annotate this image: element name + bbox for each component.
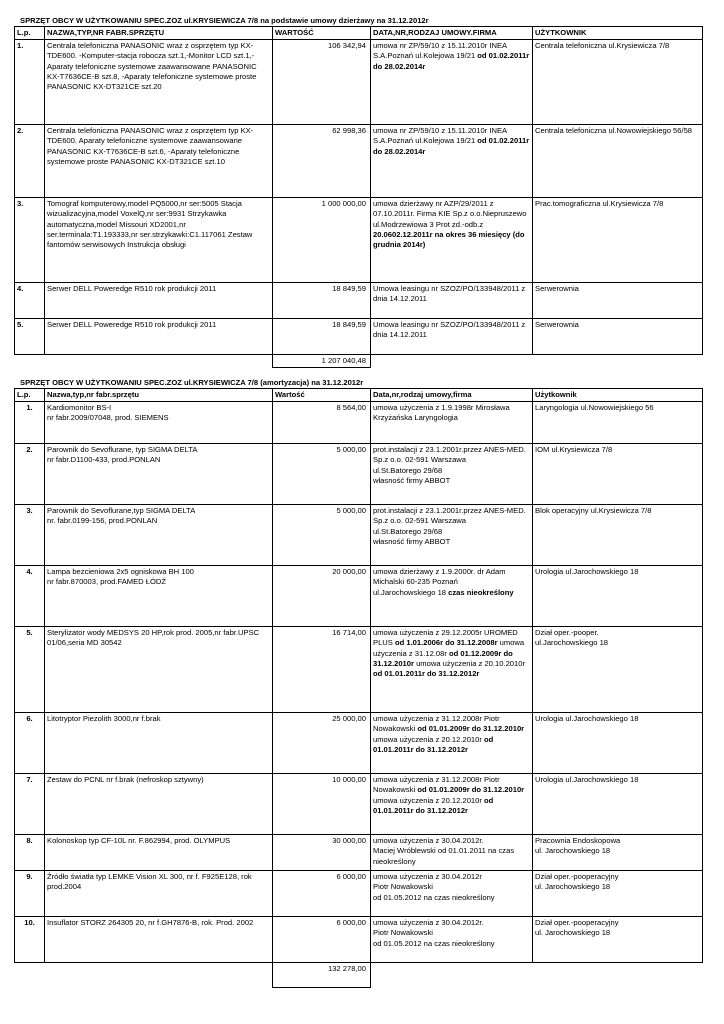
row-name: Parownik do Sevoflurane, typ SIGMA DELTA nr fabr.D1100-433, prod.PONLAN (45, 444, 273, 505)
row-user: Serwerownia (533, 283, 703, 319)
row-contract (371, 402, 533, 444)
table-row (15, 871, 703, 917)
section2-body (15, 402, 703, 963)
contract-text: umowa nr ZP/59/10 z 15.11.2010r INEA S.A.Poznań ul.Kolejowa 19/21 (373, 41, 507, 61)
row-lp: 5. (15, 319, 45, 355)
contract-period: od 01.02.2011r do 28.02.2014r (373, 136, 530, 156)
contract-segment: umowa dzierżawy z 1.9.2000r. dr Adam Michalski 60-235 Poznań ul.Jarochowskiego 18 (373, 567, 506, 597)
row-value: 8 564,00 (273, 402, 371, 444)
row-contract (371, 319, 533, 355)
table-row (15, 125, 703, 198)
row-contract (371, 283, 533, 319)
row-user: Pracownia Endoskopowa ul. Jarochowskiego 18 (533, 835, 703, 871)
section1-title: SPRZĘT OBCY W UŻYTKOWANIU SPEC.ZOZ ul.KRYSIEWICZA 7/8 na podstawie umowy dzierżawy na 31.12.2012r (20, 16, 429, 25)
row-user: Dział oper.-pooperacyjny ul. Jarochowskiego 18 (533, 871, 703, 917)
contract-segment: prot.instalacji z 23.1.2001r.przez ANES-MED. Sp.z o.o. 02-591 Warszawa ul.St.Batorego 29/68 własność firmy ABBOT (373, 445, 526, 485)
row-lp: 2. (15, 444, 45, 505)
row-lp: 10. (15, 917, 45, 963)
row-value: 20 000,00 (273, 566, 371, 627)
row-value: 16 714,00 (273, 627, 371, 713)
header-value: Wartość (273, 389, 371, 402)
contract-segment: umowa użyczenia z 29.12.2005r UROMED PLUS (373, 628, 518, 648)
row-name: Serwer DELL Poweredge R510 rok produkcji 2011 (45, 283, 273, 319)
row-contract (371, 917, 533, 963)
contract-segment: umowa użyczenia z 30.04.2012r Piotr Nowakowski od 01.05.2012 na czas nieokreślony (373, 872, 495, 902)
row-lp: 3. (15, 505, 45, 566)
row-name: Sterylizator wody MEDSYS 20 HP,rok prod. 2005,nr fabr.UPSC 01/06,seria MD 30542 (45, 627, 273, 713)
row-name: Źródło światła typ LEMKE Vision XL 300, nr f. F925E128, rok prod.2004 (45, 871, 273, 917)
contract-period: 20.0602.12.2011r na okres 36 miesięcy (do grudnia 2014r) (373, 229, 525, 250)
table-row (15, 627, 703, 713)
header-value: WARTOŚĆ (273, 27, 371, 40)
row-user: Dział oper.-pooper. ul.Jarochowskiego 18 (533, 627, 703, 713)
row-contract (371, 566, 533, 627)
contract-text: Umowa leasingu nr SZOZ/PO/133948/2011 z dnia 14.12.2011 (373, 320, 526, 340)
contract-segment: umowa użyczenia z 30.04.2012r. Maciej Wróblewski od 01.01.2011 na czas nieokreślony (373, 836, 515, 866)
row-user: Centrala telefoniczna ul.Krysiewicza 7/8 (533, 40, 703, 125)
row-name: Parownik do Sevoflurane,typ SIGMA DELTA nr. fabr.0199-156, prod.PONLAN (45, 505, 273, 566)
row-contract (371, 505, 533, 566)
row-user: IOM ul.Krysiewicza 7/8 (533, 444, 703, 505)
row-value: 5 000,00 (273, 444, 371, 505)
row-lp: 6. (15, 713, 45, 774)
row-user: Serwerownia (533, 319, 703, 355)
row-value: 10 000,00 (273, 774, 371, 835)
row-contract (371, 713, 533, 774)
contract-segment: od 01.01.2011r do 31.12.2012r (373, 669, 480, 679)
row-name: Insuflator STORZ 264305 20, nr f.GH7876-B, rok. Prod. 2002 (45, 917, 273, 963)
row-user: Urologia ul.Jarochowskiego 18 (533, 566, 703, 627)
row-name: Zestaw do PCNL nr f.brak (nefroskop sztywny) (45, 774, 273, 835)
table-row (15, 283, 703, 319)
row-value: 18 849,59 (273, 319, 371, 355)
table-row (15, 402, 703, 444)
header-user: UŻYTKOWNIK (533, 27, 703, 40)
section2-title: SPRZĘT OBCY W UŻYTKOWANIU SPEC.ZOZ ul.KRYSIEWICZA 7/8 (amortyzacja) na 31.12.2012r (20, 378, 364, 387)
row-contract (371, 444, 533, 505)
row-value: 18 849,59 (273, 283, 371, 319)
row-contract (371, 40, 533, 125)
contract-segment: umowa użyczenia z 31.12.2008r Piotr Nowakowski (373, 775, 500, 795)
row-name: Kolonoskop typ CF-10L nr. F.862994, prod. OLYMPUS (45, 835, 273, 871)
row-contract (371, 125, 533, 198)
section1-header-row (15, 27, 703, 40)
table-row (15, 40, 703, 125)
contract-segment: umowa użyczenia z 20.12.2010r (373, 795, 485, 805)
row-value: 6 000,00 (273, 917, 371, 963)
row-contract (371, 835, 533, 871)
header-lp: L.p. (15, 389, 45, 402)
contract-text: umowa nr ZP/59/10 z 15.11.2010r INEA S.A.Poznań ul.Kolejowa 19/21 (373, 126, 507, 146)
row-lp: 1. (15, 40, 45, 125)
row-value: 1 000 000,00 (273, 198, 371, 283)
table-row (15, 917, 703, 963)
row-lp: 7. (15, 774, 45, 835)
contract-segment: umowa użyczenia z 31.12.08r (373, 638, 525, 658)
row-value: 6 000,00 (273, 871, 371, 917)
table-row (15, 835, 703, 871)
row-name: Litotryptor Piezolith 3000,nr f.brak (45, 713, 273, 774)
row-user: Prac.tomograficzna ul.Krysiewicza 7/8 (533, 198, 703, 283)
row-value: 30 000,00 (273, 835, 371, 871)
row-user: Centrala telefoniczna ul.Nowowiejskiego 56/58 (533, 125, 703, 198)
contract-segment: od 01.01.2009r do 31.12.2010r (417, 724, 525, 734)
section2-table (14, 388, 703, 988)
row-name: Centrala telefoniczna PANASONIC wraz z osprzętem typ KX-TDE600. Aparaty telefoniczne systemowe zaawansowane PANASONIC KX-T7636CE-B szt.6, -Aparaty telefoniczne systemowe proste PANASONIC KX-DT321CE szt.10 (45, 125, 273, 198)
row-lp: 8. (15, 835, 45, 871)
row-user: Urologia ul.Jarochowskiego 18 (533, 774, 703, 835)
section1-table (14, 26, 703, 368)
section1-total: 1 207 040,48 (273, 355, 371, 368)
row-contract (371, 627, 533, 713)
header-contract: DATA,NR,RODZAJ UMOWY.FIRMA (371, 27, 533, 40)
table-row (15, 198, 703, 283)
row-value: 25 000,00 (273, 713, 371, 774)
total-row (15, 963, 703, 988)
row-lp: 5. (15, 627, 45, 713)
contract-text: umowa dzierżawy nr AZP/29/2011 z 07.10.2011r. Firma KIE Sp.z o.o.Niepruszewo ul.Modrzewiowa 3 Prot zd.-odb.z (373, 199, 527, 229)
row-value: 106 342,94 (273, 40, 371, 125)
row-name: Lampa bezcieniowa 2x5 ogniskowa BH 100 nr fabr.870003, prod.FAMED ŁÓDŹ (45, 566, 273, 627)
row-name: Centrala telefoniczna PANASONIC wraz z osprzętem typ KX-TDE600. -Komputer-stacja robocza szt.1,-Monitor LCD szt.1,-Aparaty telefoniczne systemowe zaawansowane PANASONIC KX-T7636CE-B szt.8, -Aparaty telefoniczne systemowe proste PANASONIC KX-DT321CE szt.20 (45, 40, 273, 125)
header-name: Nazwa,typ,nr fabr.sprzętu (45, 389, 273, 402)
contract-segment: umowa użyczenia z 1.9.1998r Mirosława Krzyżańska Laryngologia (373, 403, 510, 423)
table-row (15, 444, 703, 505)
row-name: Tomograf komputerowy,model PQ5000,nr ser:5005 Stacja wizualizacyjna,model VoxelQ,nr ser:9931 Strzykawka automatyczna,model Missouri XD2001,nr ser.terminala:T1.193333,nr ser.strzykawki:C1.117061 Zestaw fantomów serwisowych Instrukcja obsługi (45, 198, 273, 283)
header-name: NAZWA,TYP,NR FABR.SPRZĘTU (45, 27, 273, 40)
section2-total: 132 278,00 (273, 963, 371, 988)
row-lp: 9. (15, 871, 45, 917)
row-contract (371, 774, 533, 835)
contract-segment: od 1.01.2006r do 31.12.2008r (394, 638, 498, 648)
total-row (15, 355, 703, 368)
contract-segment: umowa użyczenia z 31.12.2008r Piotr Nowakowski (373, 714, 500, 734)
header-user: Użytkownik (533, 389, 703, 402)
row-lp: 1. (15, 402, 45, 444)
row-user: Urologia ul.Jarochowskiego 18 (533, 713, 703, 774)
row-user: Blok operacyjny ul.Krysiewicza 7/8 (533, 505, 703, 566)
row-lp: 4. (15, 566, 45, 627)
contract-segment: od 01.12.2009r do 31.12.2010r (373, 648, 513, 668)
row-contract (371, 871, 533, 917)
section2-header-row (15, 389, 703, 402)
table-row (15, 566, 703, 627)
row-name: Serwer DELL Poweredge R510 rok produkcji 2011 (45, 319, 273, 355)
row-contract (371, 198, 533, 283)
contract-segment: umowa użyczenia z 20.12.2010r (373, 734, 485, 744)
row-lp: 2. (15, 125, 45, 198)
row-value: 62 998,36 (273, 125, 371, 198)
table-row (15, 319, 703, 355)
row-user: Laryngologia ul.Nowowiejskiego 56 (533, 402, 703, 444)
contract-segment: umowa użyczenia z 30.04.2012r. Piotr Nowakowski od 01.05.2012 na czas nieokreślony (373, 918, 495, 948)
header-contract: Data,nr,rodzaj umowy,firma (371, 389, 533, 402)
header-lp: L.p. (15, 27, 45, 40)
contract-segment: umowa użyczenia z 20.10.2010r (413, 658, 525, 668)
contract-segment: od 01.01.2011r do 31.12.2012r (373, 734, 494, 754)
row-name: Kardiomonitor BS-I nr fabr.2009/07048, prod. SIEMENS (45, 402, 273, 444)
table-row (15, 713, 703, 774)
row-lp: 3. (15, 198, 45, 283)
contract-segment: od 01.01.2011r do 31.12.2012r (373, 795, 494, 815)
contract-period: od 01.02.2011r do 28.02.2014r (373, 51, 530, 71)
contract-text: Umowa leasingu nr SZOZ/PO/133948/2011 z dnia 14.12.2011 (373, 284, 526, 304)
row-user: Dział oper.-pooperacyjny ul. Jarochowskiego 18 (533, 917, 703, 963)
row-lp: 4. (15, 283, 45, 319)
contract-segment: prot.instalacji z 23.1.2001r.przez ANES-MED. Sp.z o.o. 02-591 Warszawa ul.St.Batorego 29/68 własność firmy ABBOT (373, 506, 526, 546)
contract-segment: od 01.01.2009r do 31.12.2010r (417, 785, 525, 795)
row-value: 5 000,00 (273, 505, 371, 566)
table-row (15, 505, 703, 566)
contract-segment: czas nieokreślony (448, 587, 514, 597)
table-row (15, 774, 703, 835)
